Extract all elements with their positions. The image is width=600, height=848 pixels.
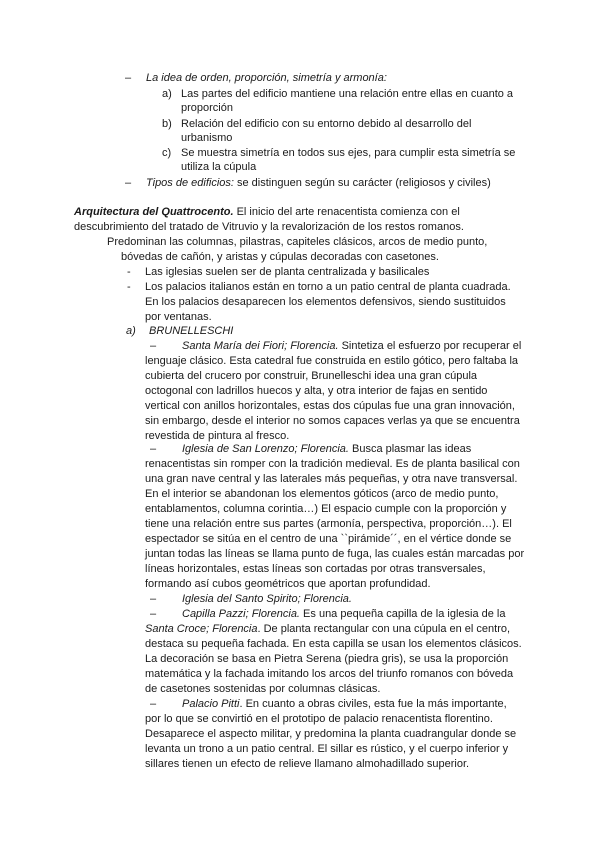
dash: – (125, 72, 132, 84)
paragraph-line: Desaparece el aspecto militar, y predomina la planta cuadrangular donde se (145, 728, 517, 740)
paragraph-line: destaca su pequeña fachada. En esta capilla se usan los elementos clásicos. (145, 638, 522, 650)
paragraph-line: sin embargo, desde el interior no somos capaces verlas ya que se encuentra (145, 415, 520, 427)
paragraph-line: octogonal con ladrillos huecos y alta, y otra interior de fajas en sentido (145, 385, 488, 397)
paragraph-line (145, 622, 510, 636)
subsection-title: BRUNELLESCHI (149, 325, 234, 337)
sub-letter: c) (162, 147, 172, 159)
paragraph-line: levanta un trono a un patio central. El sillar es rústico, y el cuerpo inferior y (145, 743, 509, 755)
paragraph-line: líneas horizontales, estas líneas son cortadas por otras transversales, (145, 563, 486, 575)
dash: – (150, 340, 157, 352)
work-title: Santa María dei Fiori; Florencia. (182, 340, 339, 352)
work-title: Santa Croce; Florencia (145, 623, 258, 635)
sub-line: Se muestra simetría en todos sus ejes, para cumplir esta simetría se (181, 147, 516, 159)
work-title: Palacio Pitti (182, 698, 240, 710)
list-item-title: Tipos de edificios: (146, 177, 234, 189)
section-letter: a) (126, 325, 136, 337)
paragraph-line: por lo que se convirtió en el prototipo de palacio renacentista florentino. (145, 713, 493, 725)
paragraph-line: de casetones sostenidas por columnas clásicas. (145, 683, 381, 695)
dash: – (150, 608, 157, 620)
paragraph-line: En el interior se abandonan los elementos góticos (arco de medio punto, (145, 488, 499, 500)
section-heading: Arquitectura del Quattrocento. (74, 206, 234, 218)
bullet-line: Los palacios italianos están en torno a un patio central de planta cuadrada. (145, 281, 511, 293)
paragraph-line: cubierta del crucero por construir, Brunelleschi idea una gran cúpula (145, 370, 478, 382)
list-item-text: se distinguen según su carácter (religiosos y civiles) (233, 177, 491, 189)
paragraph-line: La decoración se basa en Pietra Serena (piedra gris), se usa la proporción (145, 653, 509, 665)
paragraph-line: renacentistas sin romper con la tradición medieval. Es de planta basilical con (145, 458, 520, 470)
paragraph-line (74, 205, 460, 219)
list-item-title: La idea de orden, proporción, simetría y armonía: (146, 72, 387, 84)
paragraph-line: Predominan las columnas, pilastras, capiteles clásicos, arcos de medio punto, (107, 236, 488, 248)
paragraph-text: Sintetiza el esfuerzo por recuperar el (338, 340, 522, 352)
paragraph-text: . En cuanto a obras civiles, esta fue la más importante, (239, 698, 507, 710)
dash: – (150, 593, 157, 605)
sub-line: Relación del edificio con su entorno debido al desarrollo del (181, 118, 472, 130)
work-title: Capilla Pazzi; Florencia. (182, 608, 300, 620)
paragraph-line: matemática y la fachada imitando los arcos del triunfo romanos con bóveda (145, 668, 514, 680)
paragraph-line: bóvedas de cañón, y aristas y cúpulas decoradas con casetones. (121, 251, 439, 263)
paragraph-line: revestida de pintura al fresco. (145, 430, 290, 442)
paragraph-line: tiene una relación entre sus partes (armonía, perspectiva, proporción…). El (145, 518, 512, 530)
dash: – (150, 443, 157, 455)
paragraph-line (182, 607, 505, 621)
dash: - (127, 266, 131, 278)
paragraph-line: sillares tienen un efecto de relieve llamano almohadillado superior. (145, 758, 470, 770)
paragraph-line: una gran nave central y las laterales más pequeñas, y otra nave transversal. (145, 473, 518, 485)
work-title: Iglesia del Santo Spirito; Florencia. (182, 593, 352, 605)
paragraph-line: descubrimiento del tratado de Vitruvio y la revalorización de los restos romanos. (74, 221, 464, 233)
sub-line: urbanismo (181, 132, 233, 144)
paragraph-line (182, 442, 471, 456)
dash: – (150, 698, 157, 710)
bullet-line: En los palacios desaparecen los elementos defensivos, siendo sustituidos (145, 296, 506, 308)
bullet-line: Las iglesias suelen ser de planta centralizada y basilicales (145, 266, 430, 278)
sub-line: proporción (181, 102, 233, 114)
sub-line: utiliza la cúpula (181, 161, 257, 173)
work-title: Iglesia de San Lorenzo; Florencia. (182, 443, 349, 455)
paragraph-text: Busca plasmar las ideas (348, 443, 472, 455)
paragraph-line: formando así cubos geométricos que aportan profundidad. (145, 578, 431, 590)
sub-letter: b) (162, 118, 172, 130)
sub-letter: a) (162, 88, 172, 100)
paragraph-line: entablamentos, columna corintia…) El espacio cumple con la proporción y (145, 503, 507, 515)
paragraph-line (182, 697, 507, 711)
dash: – (125, 177, 132, 189)
paragraph-text: Es una pequeña capilla de la iglesia de la (300, 608, 506, 620)
paragraph-line: vertical con anillos horizontales, estas dos cúpulas fue una gran innovación, (145, 400, 515, 412)
list-item-line (146, 176, 491, 190)
paragraph-line (182, 339, 521, 353)
paragraph-line: lenguaje clásico. Esta catedral fue construida en estilo gótico, pero faltaba la (145, 355, 519, 367)
dash: - (127, 281, 131, 293)
paragraph-text: . De planta rectangular con una cúpula en el centro, (257, 623, 511, 635)
paragraph-line: juntan todas las líneas se llama punto de fuga, las cuales están marcadas por (145, 548, 525, 560)
paragraph-text: El inicio del arte renacentista comienza con el (233, 206, 460, 218)
bullet-line: por ventanas. (145, 311, 212, 323)
paragraph-line: espectador se sitúa en el centro de una ``pirámide´´, en el vértice donde se (145, 533, 512, 545)
sub-line: Las partes del edificio mantiene una relación entre ellas en cuanto a (181, 88, 514, 100)
